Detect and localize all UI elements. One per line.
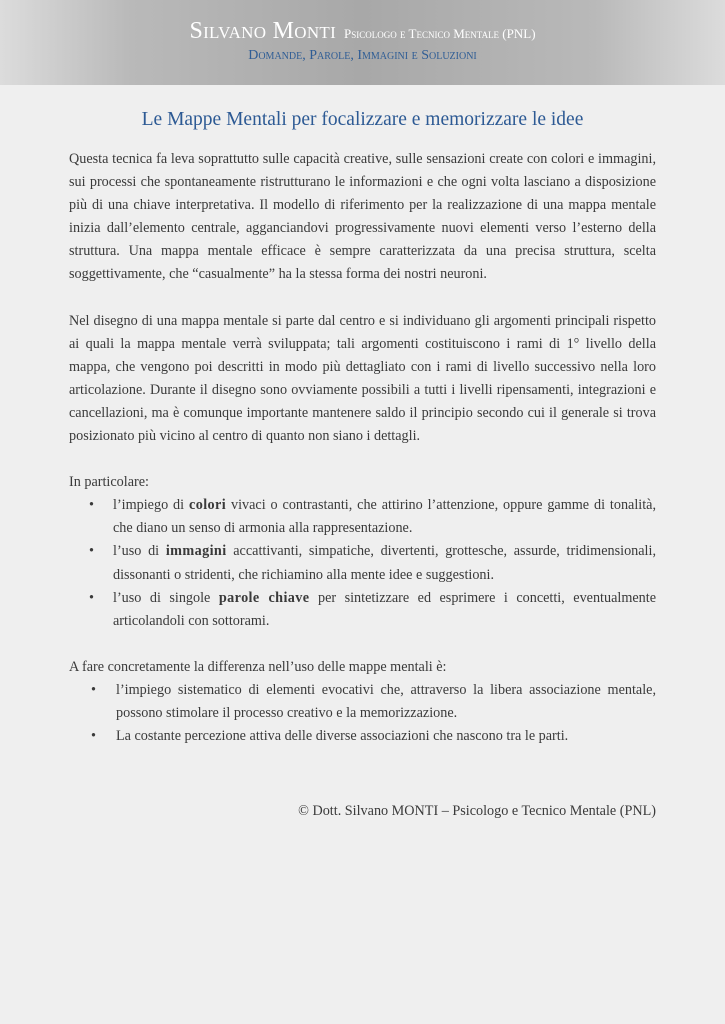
copyright-footer: © Dott. Silvano MONTI – Psicologo e Tecnico Mentale (PNL) xyxy=(298,803,656,819)
keyword-colori: colori xyxy=(189,497,227,514)
bullet-icon: • xyxy=(89,497,94,514)
keyword-parole-chiave: parole chiave xyxy=(218,589,310,606)
list-item-immagini: • l’uso di immagini accattivanti, simpatiche, divertenti, grottesche, assurde, tridimensionali, dissonanti o stridenti, che richiamino alla mente idee e suggestioni. xyxy=(69,540,656,586)
section2-intro: A fare concretamente la differenza nell’uso delle mappe mentali è: xyxy=(69,658,447,675)
bullet-icon: • xyxy=(91,681,96,698)
header-brand xyxy=(0,18,725,45)
section1-intro: In particolare: xyxy=(69,474,149,491)
list-item-parole-chiave: • l’uso di singole parole chiave per sintetizzare ed esprimere i concetti, eventualmente articolandoli con sottorami. xyxy=(69,587,656,633)
list-item-colori: • l’impiego di colori vivaci o contrastanti, che attirino l’attenzione, oppure gamme di tonalità, che diano un senso di armonia alla rappresentazione. xyxy=(69,494,656,540)
paragraph-drawing: Nel disegno di una mappa mentale si parte dal centro e si individuano gli argomenti principali rispetto ai quali la mappa mentale verrà sviluppata; tali argomenti costituiscono i rami di 1° livello della mappa, che vengono poi descritti in modo più dettagliato con i rami di livello successivo nella loro articolazione. Durante il disegno sono ovviamente possibili a tutti i livelli ripensamenti, integrazioni e cancellazioni, ma è comunque importante mantenere saldo il principio secondo cui il generale si trova posizionato più vicino al centro di quanto non siano i dettagli. xyxy=(69,312,656,445)
header-tagline: Domande, Parole, Immagini e Soluzioni xyxy=(248,48,477,63)
section2-list xyxy=(69,679,656,748)
author-role: Psicologo e Tecnico Mentale (PNL) xyxy=(344,26,536,41)
keyword-immagini: immagini xyxy=(165,543,227,560)
list-item-elementi-evocativi: • l’impiego sistematico di elementi evocativi che, attraverso la libera associazione mentale, possono stimolare il processo creativo e la memorizzazione. xyxy=(69,679,656,725)
paragraph-intro: Questa tecnica fa leva soprattutto sulle capacità creative, sulle sensazioni create con colori e immagini, sui processi che spontaneamente ristrutturano le informazioni e che ogni volta lasciano a disposizione più di una chiave interpretativa. Il modello di riferimento per la realizzazione di una mappa mentale inizia dall’elemento centrale, agganciandovi progressivamente nuovi elementi verso l’esterno della struttura. Una mappa mentale efficace è sempre caratterizzata da una precisa struttura, scelta soggettivamente, che “casualmente” ha la stessa forma dei nostri neuroni. xyxy=(69,151,656,283)
document-title: Le Mappe Mentali per focalizzare e memorizzare le idee xyxy=(141,109,584,130)
document-body xyxy=(69,148,656,771)
page-header xyxy=(0,0,725,85)
author-name: Silvano Monti xyxy=(189,18,337,44)
bullet-icon: • xyxy=(89,543,94,560)
bullet-icon: • xyxy=(91,728,96,745)
section1-list xyxy=(69,494,656,633)
bullet-icon: • xyxy=(89,589,94,606)
list-item-percezione-attiva: • La costante percezione attiva delle diverse associazioni che nascono tra le parti. xyxy=(69,725,656,748)
